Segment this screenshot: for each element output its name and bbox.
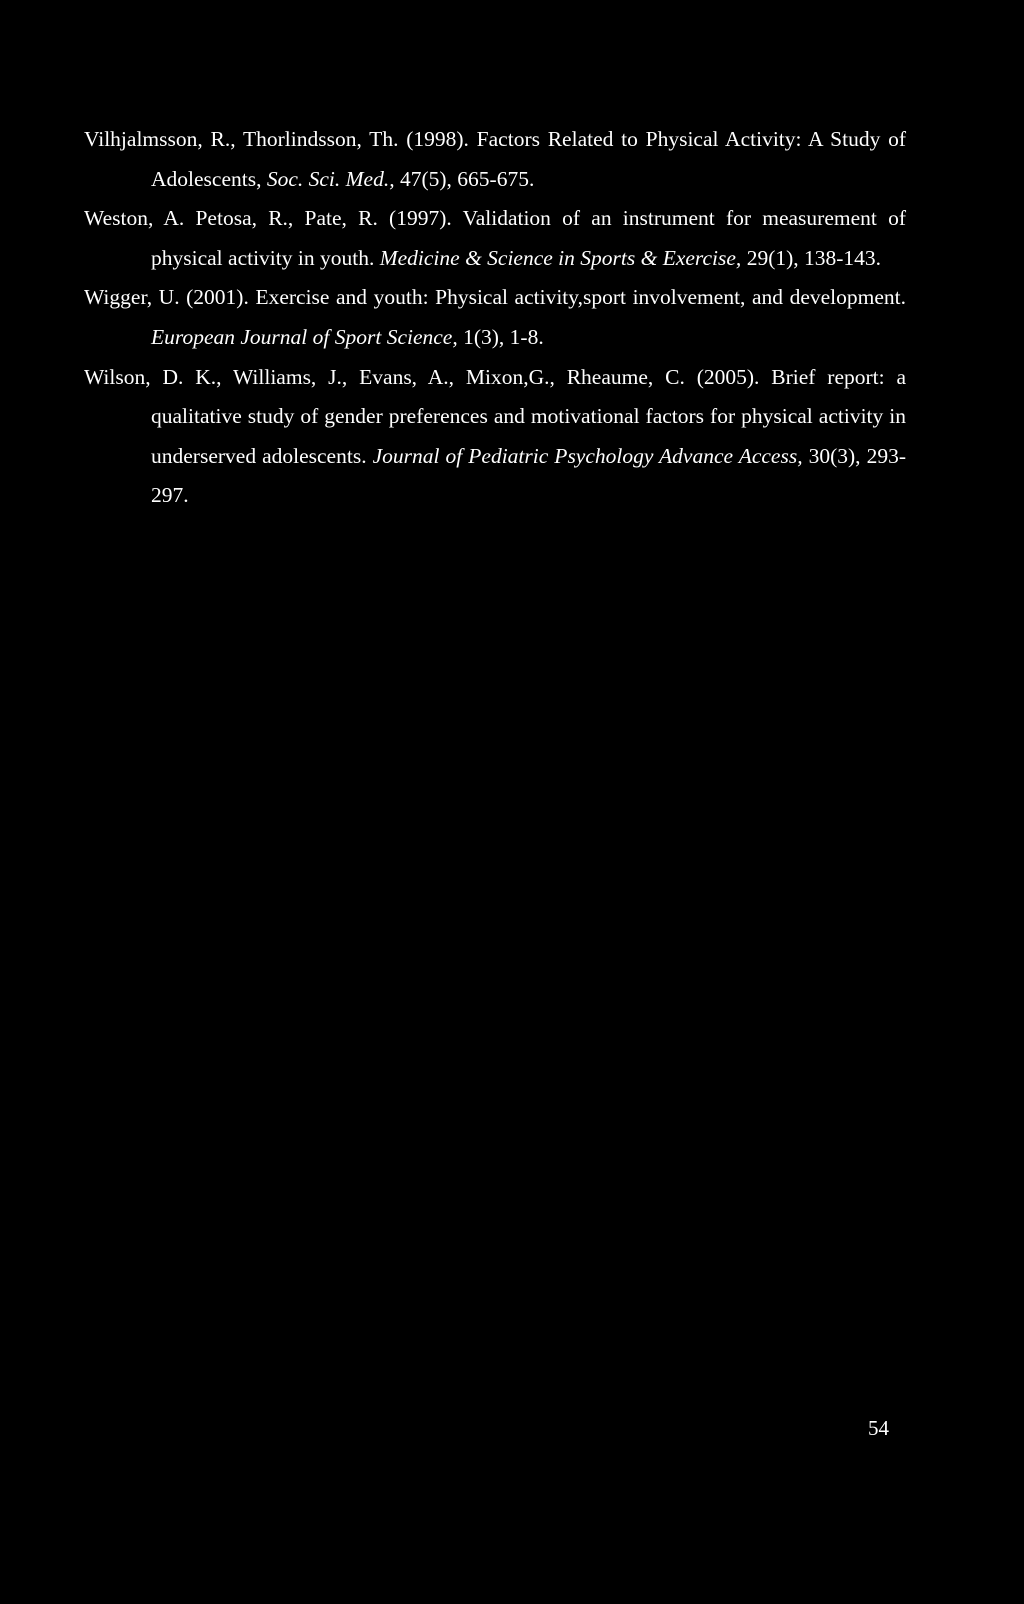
reference-entry [84,120,906,199]
reference-authors-year: Wigger, U. (2001). [84,285,249,310]
reference-details: 30(3), 293-297. [151,443,906,508]
reference-details: 29(1), 138-143. [746,245,882,270]
reference-details: 1(3), 1-8. [463,324,544,349]
reference-title: Exercise and youth: Physical activity,sport involvement, and development. [255,285,907,310]
reference-entry [84,358,906,516]
reference-authors-year: Vilhjalmsson, R., Thorlindsson, Th. (1998). [84,127,469,151]
reference-source: Medicine & Science in Sports & Exercise, [379,245,742,270]
reference-details: 47(5), 665-675. [399,166,535,191]
reference-source: European Journal of Sport Science, [151,324,458,349]
reference-source: Journal of Pediatric Psychology Advance Access, [372,443,803,468]
reference-entry [84,278,906,357]
reference-source: Soc. Sci. Med., [266,166,395,191]
page-number: 54 [868,1416,889,1440]
reference-title: Validation of an instrument for measurement of physical activity in youth. [151,206,906,270]
reference-list [84,120,906,516]
reference-title: Factors Related to Physical Activity: A Study of Adolescents, [151,127,906,191]
reference-authors-year: Weston, A. Petosa, R., Pate, R. (1997). [84,206,452,231]
reference-entry [84,199,906,278]
reference-authors-year: Wilson, D. K., Williams, J., Evans, A., Mixon,G., Rheaume, C. (2005). [84,364,760,389]
reference-title: Brief report: a qualitative study of gender preferences and motivational factors for physical activity in underserved adolescents. [151,364,907,468]
